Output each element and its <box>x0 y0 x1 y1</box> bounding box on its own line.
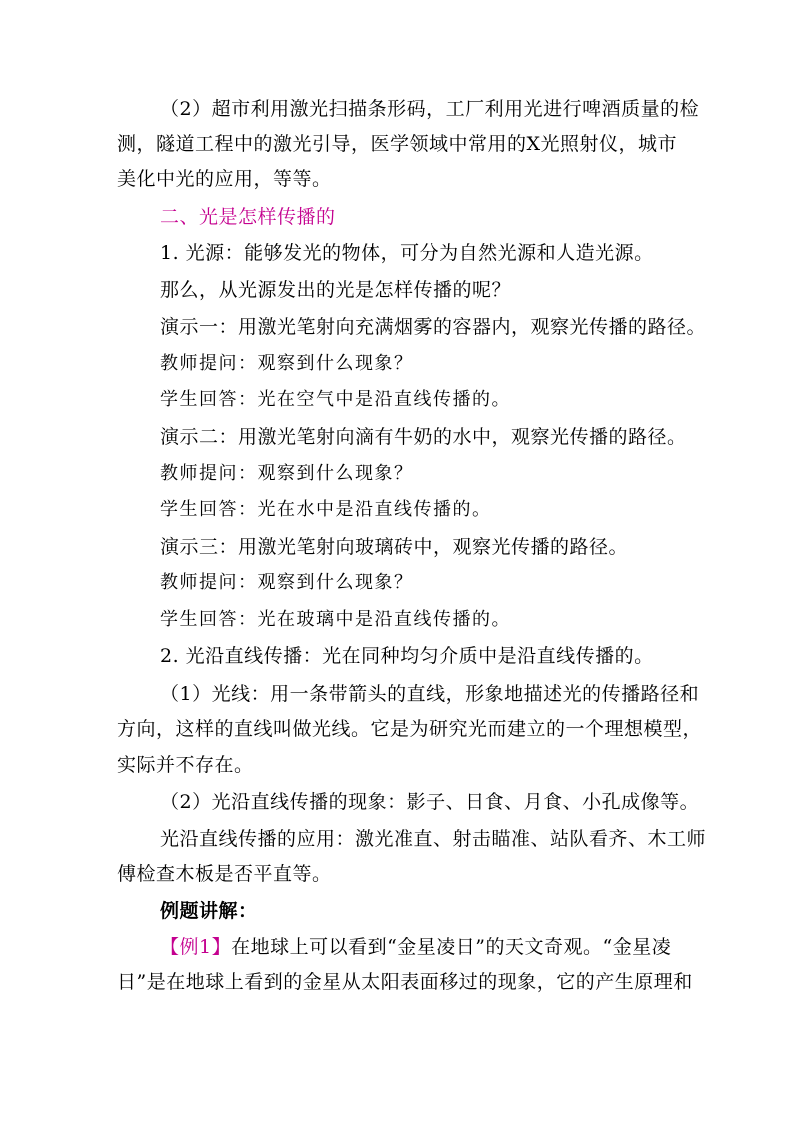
example-line <box>160 934 671 960</box>
student-answer: 学生回答：光在水中是沿直线传播的。 <box>160 499 492 520</box>
example-label: 【例1】 <box>160 936 232 958</box>
demo-line: 演示三：用激光笔射向玻璃砖中，观察光传播的路径。 <box>160 536 629 558</box>
paragraph-line: 2. 光沿直线传播：光在同种均匀介质中是沿直线传播的。 <box>160 645 654 667</box>
demo-line: 演示一：用激光笔射向充满烟雾的容器内，观察光传播的路径。 <box>160 316 707 338</box>
paragraph-line: （1）光线：用一条带箭头的直线，形象地描述光的传播路径和 <box>160 683 700 705</box>
paragraph-line: 实际并不存在。 <box>117 754 254 776</box>
paragraph-line: 测，隧道工程中的激光引导，医学领域中常用的X光照射仪，城市 <box>117 133 678 155</box>
paragraph-line: 1. 光源：能够发光的物体，可分为自然光源和人造光源。 <box>160 242 654 264</box>
paragraph-line: 方向，这样的直线叫做光线。它是为研究光而建立的一个理想模型， <box>117 718 703 740</box>
example-text: 在地球上可以看到“金星凌日”的天文奇观。“金星凌 <box>231 936 672 958</box>
student-answer: 学生回答：光在玻璃中是沿直线传播的。 <box>160 609 511 630</box>
teacher-question: 教师提问：观察到什么现象？ <box>160 572 414 593</box>
demo-line: 演示二：用激光笔射向滴有牛奶的水中，观察光传播的路径。 <box>160 426 687 448</box>
paragraph-line: （2）光沿直线传播的现象：影子、日食、月食、小孔成像等。 <box>160 791 700 813</box>
paragraph-line: 傅检查木板是否平直等。 <box>117 863 332 885</box>
paragraph-line: （2）超市利用激光扫描条形码，工厂利用光进行啤酒质量的检 <box>160 98 700 120</box>
paragraph-line: 光沿直线传播的应用：激光准直、射击瞄准、站队看齐、木工师 <box>160 828 707 850</box>
example-heading: 例题讲解： <box>160 900 258 922</box>
teacher-question: 教师提问：观察到什么现象？ <box>160 463 414 484</box>
paragraph-line: 美化中光的应用，等等。 <box>117 168 332 190</box>
paragraph-line: 那么，从光源发出的光是怎样传播的呢？ <box>160 279 512 301</box>
section-heading: 二、光是怎样传播的 <box>160 206 336 228</box>
student-answer: 学生回答：光在空气中是沿直线传播的。 <box>160 389 511 410</box>
paragraph-line: 日”是在地球上看到的金星从太阳表面移过的现象，它的产生原理和 <box>117 971 693 993</box>
teacher-question: 教师提问：观察到什么现象？ <box>160 353 414 374</box>
